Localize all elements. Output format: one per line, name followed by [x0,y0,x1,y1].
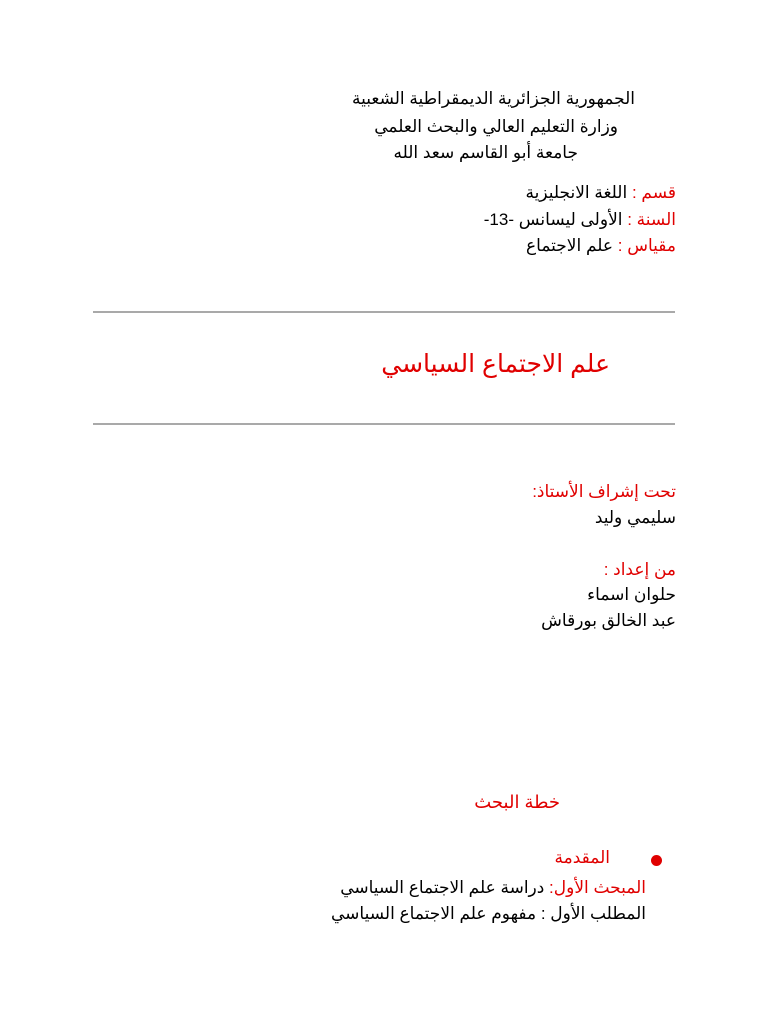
plan-subsection-1: المطلب الأول : مفهوم علم الاجتماع السياسي [331,904,646,923]
top-divider [93,311,675,313]
module-value: علم الاجتماع [526,236,614,255]
supervision-label: تحت إشراف الأستاذ: [532,482,676,501]
section-1-value: دراسة علم الاجتماع السياسي [340,878,550,897]
department-label: قسم : [631,183,676,202]
prepared-label: من إعداد : [603,560,676,579]
year-line [484,209,676,231]
plan-heading: خطة البحث [474,792,560,812]
republic-line: الجمهورية الجزائرية الديمقراطية الشعبية [352,89,635,108]
department-value: اللغة الانجليزية [525,183,628,202]
department-line [526,182,676,204]
ministry-line: وزارة التعليم العالي والبحث العلمي [374,117,618,136]
plan-section-1 [340,877,646,899]
section-1-label: المبحث الأول: [549,878,646,897]
prepared-name-2: عبد الخالق بورقاش [541,611,676,630]
prepared-name-1: حلوان اسماء [587,585,676,604]
year-value: الأولى ليسانس -13- [483,210,623,229]
bottom-divider [93,423,675,425]
year-label: السنة : [627,210,676,229]
bullet-icon [651,855,662,866]
module-line [526,235,676,257]
document-title: علم الاجتماع السياسي [381,350,610,378]
module-label: مقياس : [617,236,676,255]
plan-intro: المقدمة [554,848,610,867]
supervisor-name: سليمي وليد [594,508,676,527]
university-line: جامعة أبو القاسم سعد الله [393,143,578,162]
